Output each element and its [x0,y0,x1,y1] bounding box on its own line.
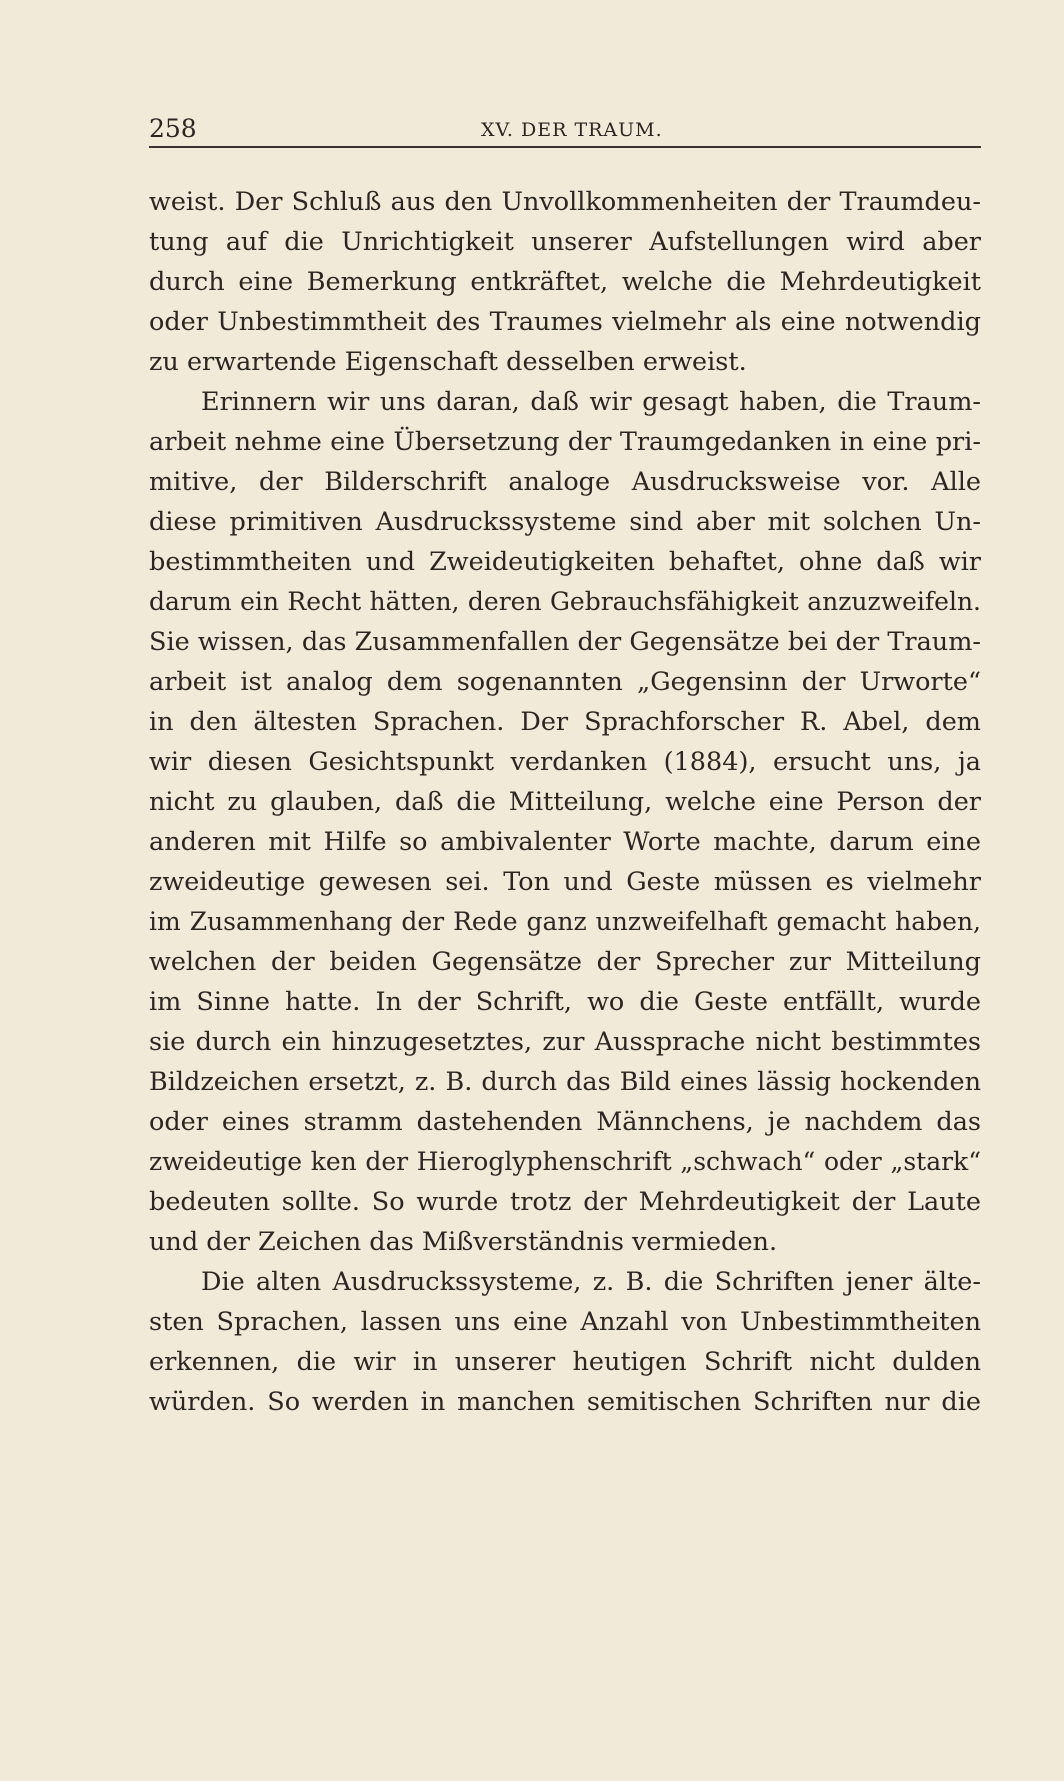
text-line: tung auf die Unrichtigkeit unserer Aufstellungen wird aber [149,227,981,257]
running-head: XV. DER TRAUM. [481,119,663,141]
text-line: sie durch ein hinzugesetztes, zur Aussprache nicht bestimmtes [149,1027,981,1057]
text-line: arbeit nehme eine Übersetzung der Traumgedanken in eine pri- [149,427,981,457]
text-line: weist. Der Schluß aus den Unvollkommenheiten der Traumdeu- [149,187,981,217]
text-line: und der Zeichen das Mißverständnis vermieden. [149,1227,778,1257]
text-line: Bildzeichen ersetzt, z. B. durch das Bild eines lässig hockenden [149,1067,981,1097]
text-line: zweideutige ken der Hieroglyphenschrift „schwach“ oder „stark“ [149,1147,981,1176]
text-line: erkennen, die wir in unserer heutigen Schrift nicht dulden [149,1347,981,1377]
text-line: anderen mit Hilfe so ambivalenter Worte machte, darum eine [149,827,981,857]
text-line: mitive, der Bilderschrift analoge Ausdrucksweise vor. Alle [149,467,981,497]
text-line: diese primitiven Ausdruckssysteme sind aber mit solchen Un- [149,507,981,537]
text-line: Sie wissen, das Zusammenfallen der Gegensätze bei der Traum- [149,627,981,657]
page-number: 258 [149,114,197,143]
page-header [149,110,981,148]
text-line: oder eines stramm dastehenden Männchens, je nachdem das [149,1107,981,1137]
text-line: bedeuten sollte. So wurde trotz der Mehrdeutigkeit der Laute [149,1187,981,1217]
text-line: darum ein Recht hätten, deren Gebrauchsfähigkeit anzuzweifeln. [149,587,981,616]
text-line: zu erwartende Eigenschaft desselben erweist. [149,347,747,377]
text-line: würden. So werden in manchen semitischen Schriften nur die [149,1387,981,1417]
text-line: welchen der beiden Gegensätze der Sprecher zur Mitteilung [149,947,981,977]
text-line: in den ältesten Sprachen. Der Sprachforscher R. Abel, dem [149,707,981,737]
text-line: zweideutige gewesen sei. Ton und Geste müssen es vielmehr [149,867,981,897]
text-line: durch eine Bemerkung entkräftet, welche die Mehrdeutigkeit [149,267,981,297]
text-line: arbeit ist analog dem sogenannten „Gegensinn der Urworte“ [149,667,981,697]
text-line: nicht zu glauben, daß die Mitteilung, welche eine Person der [149,787,981,817]
text-line: Erinnern wir uns daran, daß wir gesagt haben, die Traum- [201,387,981,417]
text-line: wir diesen Gesichtspunkt verdanken (1884), ersucht uns, ja [149,747,981,777]
text-line: Die alten Ausdruckssysteme, z. B. die Schriften jener älte- [201,1267,981,1297]
text-line: oder Unbestimmtheit des Traumes vielmehr als eine notwendig [149,307,981,337]
text-line: bestimmtheiten und Zweideutigkeiten behaftet, ohne daß wir [149,547,981,577]
text-line: im Sinne hatte. In der Schrift, wo die Geste entfällt, wurde [149,987,981,1017]
text-line: sten Sprachen, lassen uns eine Anzahl von Unbestimmtheiten [149,1307,981,1337]
text-line: im Zusammenhang der Rede ganz unzweifelhaft gemacht haben, [149,907,981,936]
body-text [149,182,981,1422]
